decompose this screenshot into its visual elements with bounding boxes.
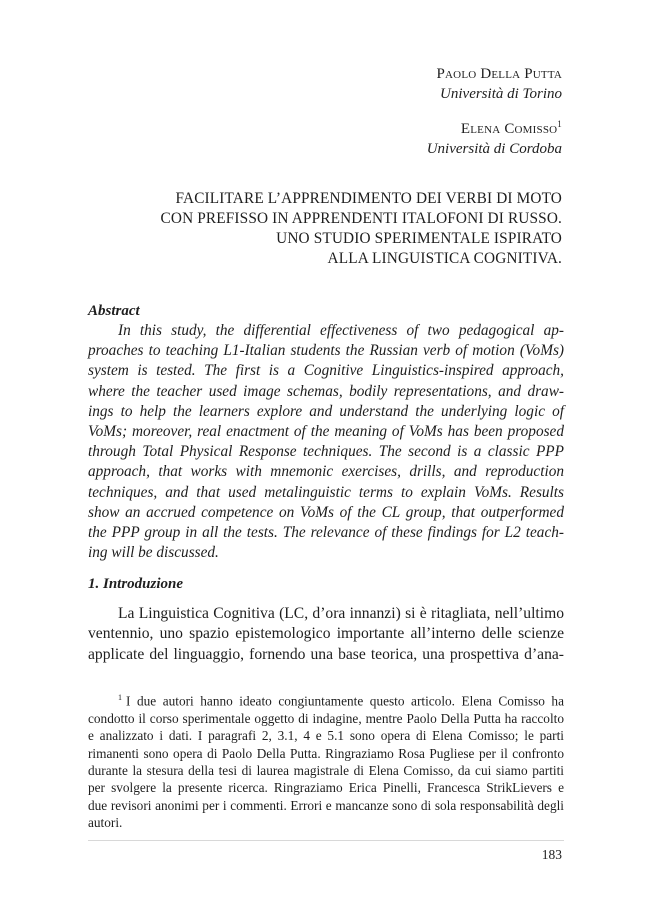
title-line: UNO STUDIO SPERIMENTALE ISPIRATO: [276, 230, 562, 247]
author-2: [427, 114, 562, 159]
footnote-number: 1: [118, 693, 122, 702]
abstract-heading: Abstract: [88, 303, 140, 319]
title-line: FACILITARE L’APPRENDIMENTO DEI VERBI DI MOTO: [175, 190, 562, 207]
author-block: [427, 64, 562, 169]
footnote-marker: 1: [557, 119, 562, 129]
abstract-line: show an accrued competence on VoMs of the CL group, that outperformed: [88, 503, 564, 521]
abstract-line: where the teacher used image schemas, bodily representations, and draw-: [88, 382, 564, 400]
abstract-line: VoMs; moreover, real enactment of the meaning of VoMs has been proposed: [88, 423, 564, 441]
abstract-line: techniques, and that used metalinguistic terms to explain VoMs. Results: [88, 483, 564, 501]
body-line: applicate del linguaggio, fornendo una base teorica, una prospettiva d’ana-: [88, 645, 564, 663]
footnote-line: autori.: [88, 815, 123, 831]
footnote-line: condotto il corso sperimentale oggetto di indagine, mentre Paolo Della Putta ha raccolto: [88, 710, 564, 726]
title-line: ALLA LINGUISTICA COGNITIVA.: [327, 250, 562, 267]
abstract-line: system is tested. The first is a Cognitive Linguistics-inspired approach,: [88, 362, 564, 380]
page-number: 183: [541, 847, 562, 862]
abstract-line: proaches to teaching L1-Italian students the Russian verb of motion (VoMs): [88, 342, 564, 360]
body-line: La Linguistica Cognitiva (LC, d’ora innanzi) si è ritagliata, nell’ultimo: [118, 605, 564, 622]
title-line: CON PREFISSO IN APPRENDENTI ITALOFONI DI RUSSO.: [160, 210, 562, 227]
footnote-line: per svolgere la presente ricerca. Ringraziamo Erica Pinelli, Francesca StrikLievers e: [88, 780, 564, 796]
abstract-line: ings to help the learners explore and understand the underlying logic of: [88, 402, 564, 420]
abstract: [88, 301, 564, 563]
body-paragraph: [88, 604, 564, 665]
section-heading: 1. Introduzione: [88, 576, 184, 592]
author-1: [427, 64, 562, 104]
author-name: Paolo Della Putta: [436, 66, 562, 82]
footnote-line: $^1$ I due autori hanno ideato congiuntamente questo articolo. Elena Comisso ha: [118, 693, 564, 709]
abstract-line: the PPP group in all the tests. The relevance of these findings for L2 teach-: [88, 524, 564, 542]
footnote-line: e analizzato i dati. I paragrafi 2, 3.1, 4 e 5.1 sono opera di Elena Comisso; le parti: [88, 728, 564, 744]
footnote: [88, 689, 564, 832]
abstract-line: ing will be discussed.: [88, 544, 219, 562]
author-name: Elena Comisso$^1$: [460, 119, 562, 137]
article-title: [92, 189, 562, 269]
footnote-line: durante la stesura della tesi di laurea magistrale di Elena Comisso, da cui siamo partiti: [88, 763, 564, 779]
author-affiliation: Università di Cordoba: [426, 141, 562, 157]
abstract-line: In this study, the differential effectiveness of two pedagogical ap-: [118, 322, 564, 339]
body-line: ventennio, uno spazio epistemologico importante all’interno delle scienze: [88, 625, 564, 643]
author-affiliation: Università di Torino: [440, 86, 562, 102]
footnote-line: due revisori anonimi per i commenti. Errori e mancanze sono di sola responsabilità degli: [88, 797, 564, 813]
abstract-line: approach, that works with mnemonic exercises, drills, and reproduction: [88, 463, 564, 481]
footer-rule: [88, 840, 564, 841]
abstract-line: through Total Physical Response techniques. The second is a classic PPP: [88, 443, 564, 461]
footnote-line: rimanenti sono opera di Paolo Della Putta. Ringraziamo Rosa Pugliese per il confronto: [88, 745, 564, 761]
